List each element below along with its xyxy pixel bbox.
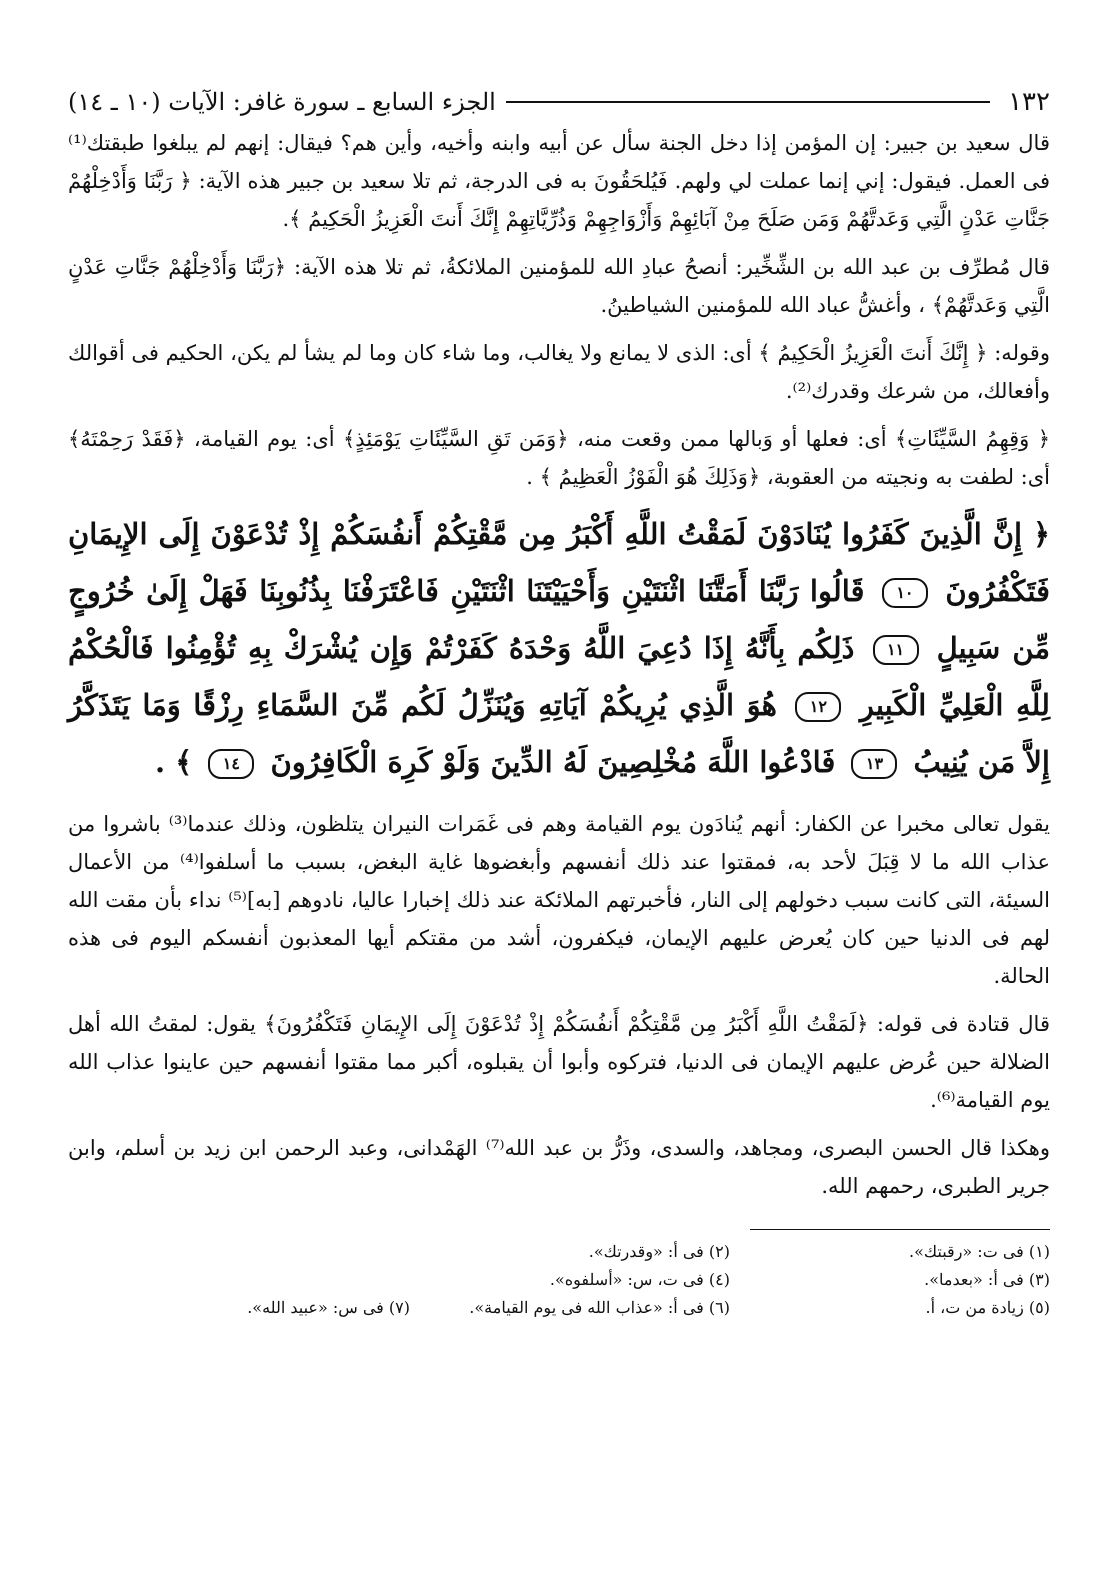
page-header	[68, 80, 1050, 124]
book-page	[68, 80, 1050, 1500]
verse-number-marker: ١٤	[208, 749, 254, 779]
verse-number-marker: ١٢	[795, 692, 841, 722]
quran-verses	[68, 506, 1050, 791]
running-title: الجزء السابع ـ سورة غافر: الآيات (١٠ ـ ١٤)	[68, 88, 496, 116]
verse-text: ذَلِكُم بِأَنَّهُ إِذَا دُعِيَ اللَّهُ وَحْدَهُ كَفَرْتُمْ وَإِن يُشْرَكْ بِهِ تُؤْمِنُوا فَالْحُكْمُ لِلَّهِ الْعَلِيِّ الْكَبِيرِ	[68, 631, 1050, 722]
verse-number-marker: ١٠	[882, 578, 928, 608]
paragraph: وقوله: ﴿ إِنَّكَ أَنتَ الْعَزِيزُ الْحَكِيمُ ﴾ أى: الذى لا يمانع ولا يغالب، وما شاء كان وما لم يشأ لم يكن، الحكيم فى أقوالك وأفعالك، من شرعك وقدرك⁽²⁾.	[68, 341, 1050, 403]
footnote: (٧) فى س: «عبيد الله».	[247, 1298, 410, 1317]
footnote: (٦) فى أ: «عذاب الله فى يوم القيامة».	[469, 1298, 730, 1317]
footnote: (٤) فى ت، س: «أسلفوه».	[549, 1270, 730, 1289]
verse-number-marker: ١١	[873, 635, 919, 665]
footnote-divider	[750, 1229, 1050, 1230]
page-number: ١٣٢	[1008, 87, 1050, 117]
paragraph: قال قتادة فى قوله: ﴿لَمَقْتُ اللَّهِ أَكْبَرُ مِن مَّقْتِكُمْ أَنفُسَكُمْ إِذْ تُدْعَوْنَ إِلَى الإِيمَانِ فَتَكْفُرُونَ﴾ يقول: لمقتُ الله أهل الضلالة حين عُرض عليهم الإيمان فى الدنيا، فتركوه وأبوا أن يقبلوه، أكبر مما مقتوا أنفسهم حين عاينوا عذاب الله يوم القيامة⁽⁶⁾.	[68, 1012, 1050, 1112]
header-rule	[506, 101, 990, 103]
verse-text: قَالُوا رَبَّنَا أَمَتَّنَا اثْنَتَيْنِ وَأَحْيَيْتَنَا اثْنَتَيْنِ فَاعْتَرَفْنَا بِذُنُوبِنَا فَهَلْ إِلَىٰ خُرُوجٍ مِّن سَبِيلٍ	[68, 574, 1050, 665]
paragraph: يقول تعالى مخبرا عن الكفار: أنهم يُنادَون يوم القيامة وهم فى غَمَرات النيران يتلظون، وذلك عندما⁽³⁾ باشروا من عذاب الله ما لا قِبَلَ لأحد به، فمقتوا عند ذلك أنفسهم وأبغضوها غاية البغض، بسبب ما أسلفوا⁽⁴⁾ من الأعمال السيئة، التى كانت سبب دخولهم إلى النار، فأخبرتهم الملائكة عند ذلك إخبارا عاليا، نادوهم [به]⁽⁵⁾ نداء بأن مقت الله لهم فى الدنيا حين كان يُعرض عليهم الإيمان، فيكفرون، أشد من مقتكم أيها المعذبون أنفسكم اليوم فى هذه الحالة.	[68, 812, 1050, 988]
footnote: (٣) فى أ: «بعدما».	[924, 1270, 1050, 1289]
footnotes	[68, 1238, 1050, 1322]
verse-closing-bracket: ﴾ .	[155, 745, 193, 779]
verse-text: فَادْعُوا اللَّهَ مُخْلِصِينَ لَهُ الدِّينَ وَلَوْ كَرِهَ الْكَافِرُونَ	[270, 745, 836, 779]
footnote	[110, 1266, 410, 1294]
paragraph: قال مُطرِّف بن عبد الله بن الشِّخِّير: أنصحُ عبادِ الله للمؤمنين الملائكةُ، ثم تلا هذه الآية: ﴿رَبَّنَا وَأَدْخِلْهُمْ جَنَّاتِ عَدْنٍ الَّتِي وَعَدتَّهُمْ﴾ ، وأغشُّ عباد الله للمؤمنين الشياطينُ.	[68, 255, 1050, 317]
footnote: (٢) فى أ: «وقدرتك».	[588, 1242, 730, 1261]
verse-text: هُوَ الَّذِي يُرِيكُمْ آيَاتِهِ وَيُنَزِّلُ لَكُم مِّنَ السَّمَاءِ رِزْقًا وَمَا يَتَذَكَّرُ إِلاَّ مَن يُنِيبُ	[68, 688, 1050, 779]
footnote	[110, 1238, 410, 1266]
paragraph: وهكذا قال الحسن البصرى، ومجاهد، والسدى، وذَرُّ بن عبد الله⁽⁷⁾ الهَمْدانى، وعبد الرحمن ابن زيد بن أسلم، وابن جرير الطبرى، رحمهم الله.	[68, 1136, 1050, 1198]
verse-text: ﴿ إِنَّ الَّذِينَ كَفَرُوا يُنَادَوْنَ لَمَقْتُ اللَّهِ أَكْبَرُ مِن مَّقْتِكُمْ أَنفُسَكُمْ إِذْ تُدْعَوْنَ إِلَى الإِيمَانِ فَتَكْفُرُونَ	[68, 517, 1050, 608]
paragraph: ﴿ وَقِهِمُ السَّيِّئَاتِ﴾ أى: فعلها أو وَبالها ممن وقعت منه، ﴿وَمَن تَقِ السَّيِّئَاتِ يَوْمَئِذٍ﴾ أى: يوم القيامة، ﴿فَقَدْ رَحِمْتَهُ﴾ أى: لطفت به ونجيته من العقوبة، ﴿وَذَلِكَ هُوَ الْفَوْزُ الْعَظِيمُ ﴾ .	[68, 427, 1050, 489]
footnote: (٥) زيادة من ت، أ.	[925, 1298, 1050, 1317]
footnote: (١) فى ت: «رقبتك».	[909, 1242, 1050, 1261]
paragraph: قال سعيد بن جبير: إن المؤمن إذا دخل الجنة سأل عن أبيه وابنه وأخيه، وأين هم؟ فيقال: إنهم لم يبلغوا طبقتك⁽¹⁾ فى العمل. فيقول: إني إنما عملت لي ولهم. فَيُلحَقُونَ به فى الدرجة، ثم تلا سعيد بن جبير هذه الآية: ﴿ رَبَّنَا وَأَدْخِلْهُمْ جَنَّاتِ عَدْنٍ الَّتِي وَعَدتَّهُمْ وَمَن صَلَحَ مِنْ آبَائِهِمْ وَأَزْوَاجِهِمْ وَذُرِّيَّاتِهِمْ إِنَّكَ أَنتَ الْعَزِيزُ الْحَكِيمُ ﴾.	[68, 131, 1050, 231]
verse-number-marker: ١٣	[851, 749, 897, 779]
